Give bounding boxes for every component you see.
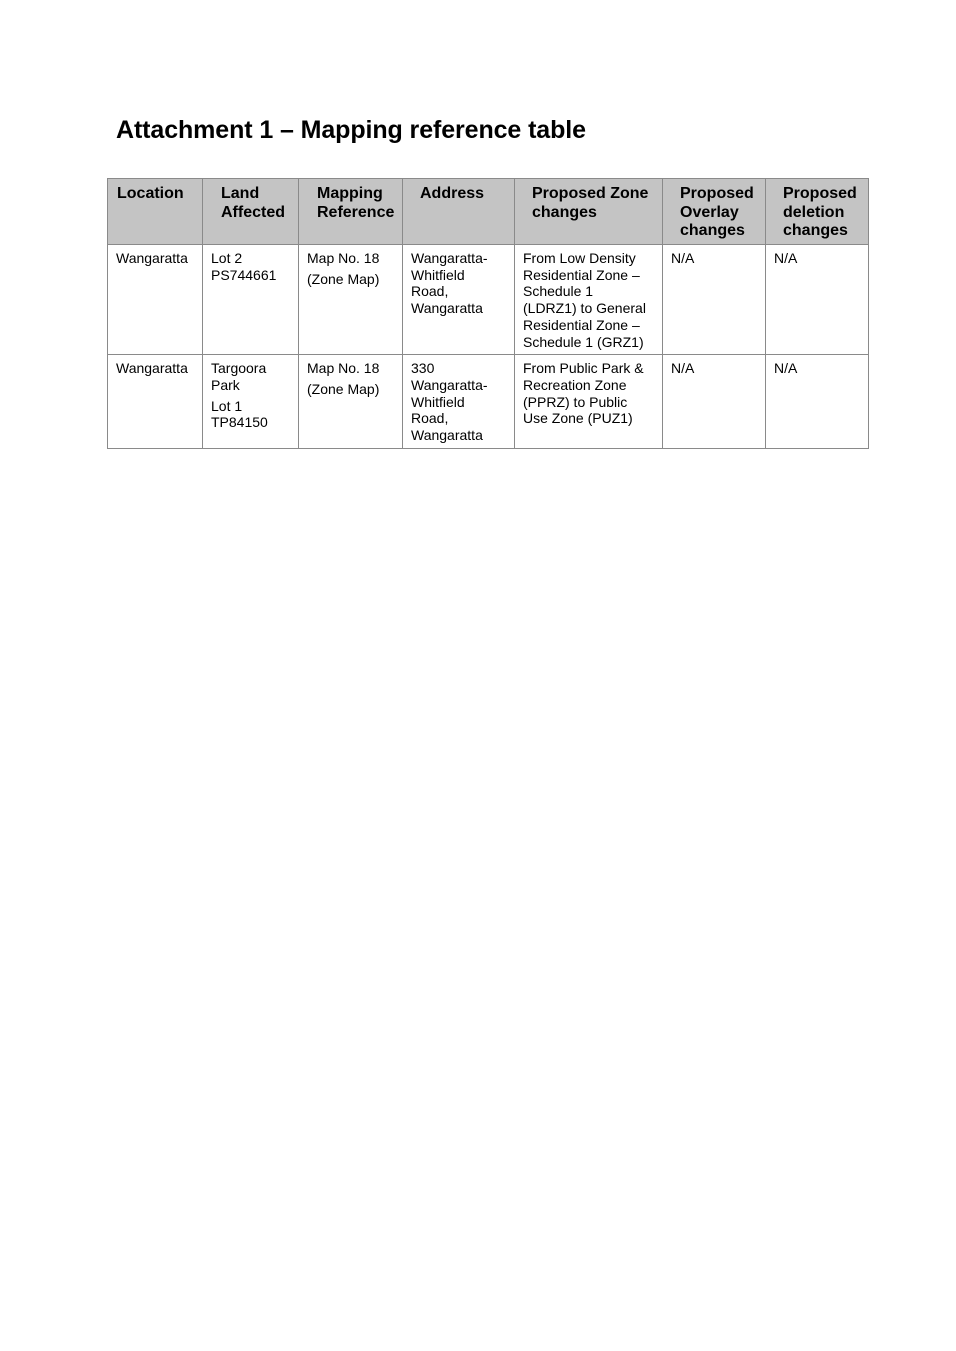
cell-line: Whitfield	[411, 266, 465, 283]
cell-deletion-changes: N/A	[766, 245, 869, 355]
table-header-row	[108, 179, 869, 245]
header-land-affected	[203, 179, 299, 245]
cell-line: Targoora	[211, 360, 267, 377]
cell-mapping-reference	[299, 355, 403, 449]
cell-land-affected	[203, 355, 299, 449]
cell-line: Residential Zone –	[523, 266, 640, 283]
page-title: Attachment 1 – Mapping reference table	[116, 116, 586, 144]
cell-line: Wangaratta	[411, 300, 483, 317]
cell-line: From Low Density	[523, 250, 636, 266]
header-line: Proposed Zone	[532, 185, 649, 202]
header-line: Proposed	[680, 185, 754, 202]
mapping-reference-table	[107, 178, 869, 449]
header-overlay-changes	[663, 179, 766, 245]
header-line: Affected	[221, 203, 286, 221]
header-line: Mapping	[317, 185, 383, 202]
cell-line: From Public Park &	[523, 360, 644, 377]
cell-overlay-changes: N/A	[663, 355, 766, 449]
cell-line: Whitfield	[411, 393, 465, 410]
cell-mapping-reference	[299, 245, 403, 355]
cell-line: Wangaratta-	[411, 376, 488, 393]
cell-line: Map No. 18	[307, 360, 380, 377]
cell-line: Schedule 1	[523, 283, 594, 300]
header-location	[108, 179, 203, 245]
cell-line: PS744661	[211, 266, 277, 283]
header-line: changes	[680, 222, 745, 239]
cell-line: TP84150	[211, 414, 268, 431]
cell-overlay-changes: N/A	[663, 245, 766, 355]
header-line: Land	[221, 185, 260, 202]
cell-line: Schedule 1 (GRZ1)	[523, 333, 644, 350]
cell-line: Wangaratta	[411, 427, 483, 444]
cell-address	[403, 245, 515, 355]
cell-line: Wangaratta-	[411, 250, 488, 266]
cell-line: (Zone Map)	[307, 380, 380, 397]
cell-line: Residential Zone –	[523, 316, 640, 333]
header-zone-changes	[515, 179, 663, 245]
cell-line: Park	[211, 376, 240, 393]
cell-deletion-changes: N/A	[766, 355, 869, 449]
cell-line: Road,	[411, 283, 449, 300]
header-deletion-changes	[766, 179, 869, 245]
header-line: Overlay	[680, 203, 739, 221]
header-line: Proposed	[783, 185, 857, 202]
cell-line: Map No. 18	[307, 250, 380, 266]
header-line: changes	[783, 222, 848, 239]
header-line: Location	[117, 185, 184, 202]
cell-line: Recreation Zone	[523, 376, 627, 393]
cell-line: Road,	[411, 410, 449, 427]
header-line: deletion	[783, 203, 845, 221]
table-row	[108, 245, 869, 355]
cell-location: Wangaratta	[108, 355, 203, 449]
header-mapping-reference	[299, 179, 403, 245]
cell-address	[403, 355, 515, 449]
cell-line: Lot 1	[211, 397, 243, 414]
header-address	[403, 179, 515, 245]
header-line: Reference	[317, 203, 395, 221]
cell-location: Wangaratta	[108, 245, 203, 355]
cell-zone-changes	[515, 355, 663, 449]
cell-line: 330	[411, 360, 435, 377]
table-row	[108, 355, 869, 449]
cell-land-affected	[203, 245, 299, 355]
cell-line: Use Zone (PUZ1)	[523, 410, 633, 427]
cell-line: (Zone Map)	[307, 270, 380, 287]
header-line: changes	[532, 203, 597, 221]
cell-line: (LDRZ1) to General	[523, 300, 646, 317]
cell-line: (PPRZ) to Public	[523, 393, 628, 410]
cell-zone-changes	[515, 245, 663, 355]
cell-line: Lot 2	[211, 250, 243, 266]
header-line: Address	[420, 185, 485, 202]
